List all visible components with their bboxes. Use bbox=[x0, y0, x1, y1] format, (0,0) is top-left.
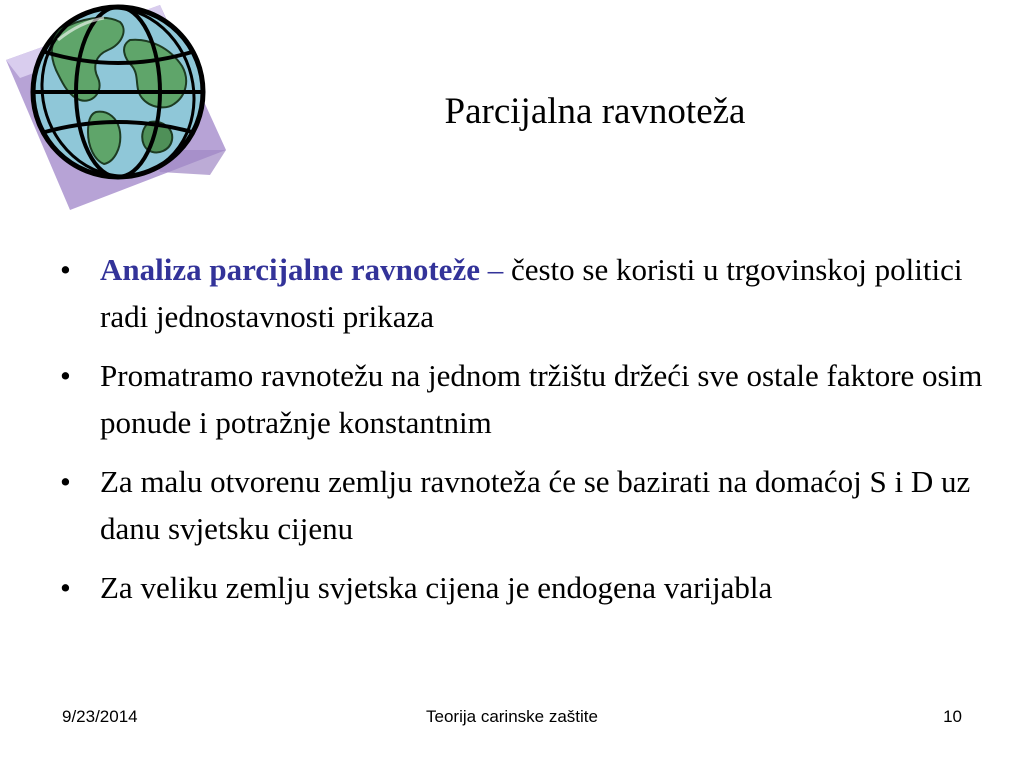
slide-title: Parcijalna ravnoteža bbox=[444, 91, 746, 132]
bullet-item bbox=[60, 246, 990, 340]
bullet-text: Promatramo ravnotežu na jednom tržištu držeći sve ostale faktore osim ponude i potražnje konstantnim bbox=[100, 358, 983, 440]
bullet-text: Za malu otvorenu zemlju ravnoteža će se bazirati na domaćoj S i D uz danu svjetsku cijenu bbox=[100, 464, 971, 546]
bullet-item bbox=[60, 458, 990, 552]
bullet-marker: • bbox=[60, 252, 71, 287]
bullet-marker: • bbox=[60, 358, 71, 393]
bullet-marker: • bbox=[60, 464, 71, 499]
bullet-item bbox=[60, 352, 990, 446]
bullet-text: često se koristi u trgovinskoj politici radi jednostavnosti prikaza bbox=[100, 252, 963, 334]
globe-clipart bbox=[0, 0, 230, 215]
bullet-marker: • bbox=[60, 570, 71, 605]
page-number: 10 bbox=[943, 707, 962, 726]
footer-date: 9/23/2014 bbox=[62, 707, 138, 726]
bullet-item bbox=[60, 564, 990, 611]
bullet-text: Za veliku zemlju svjetska cijena je endogena varijabla bbox=[100, 570, 773, 605]
bullet-emphasis: Analiza parcijalne ravnoteže bbox=[100, 252, 480, 287]
footer-title: Teorija carinske zaštite bbox=[426, 707, 598, 726]
bullet-dash: – bbox=[479, 252, 511, 287]
bullet-list bbox=[60, 246, 990, 623]
